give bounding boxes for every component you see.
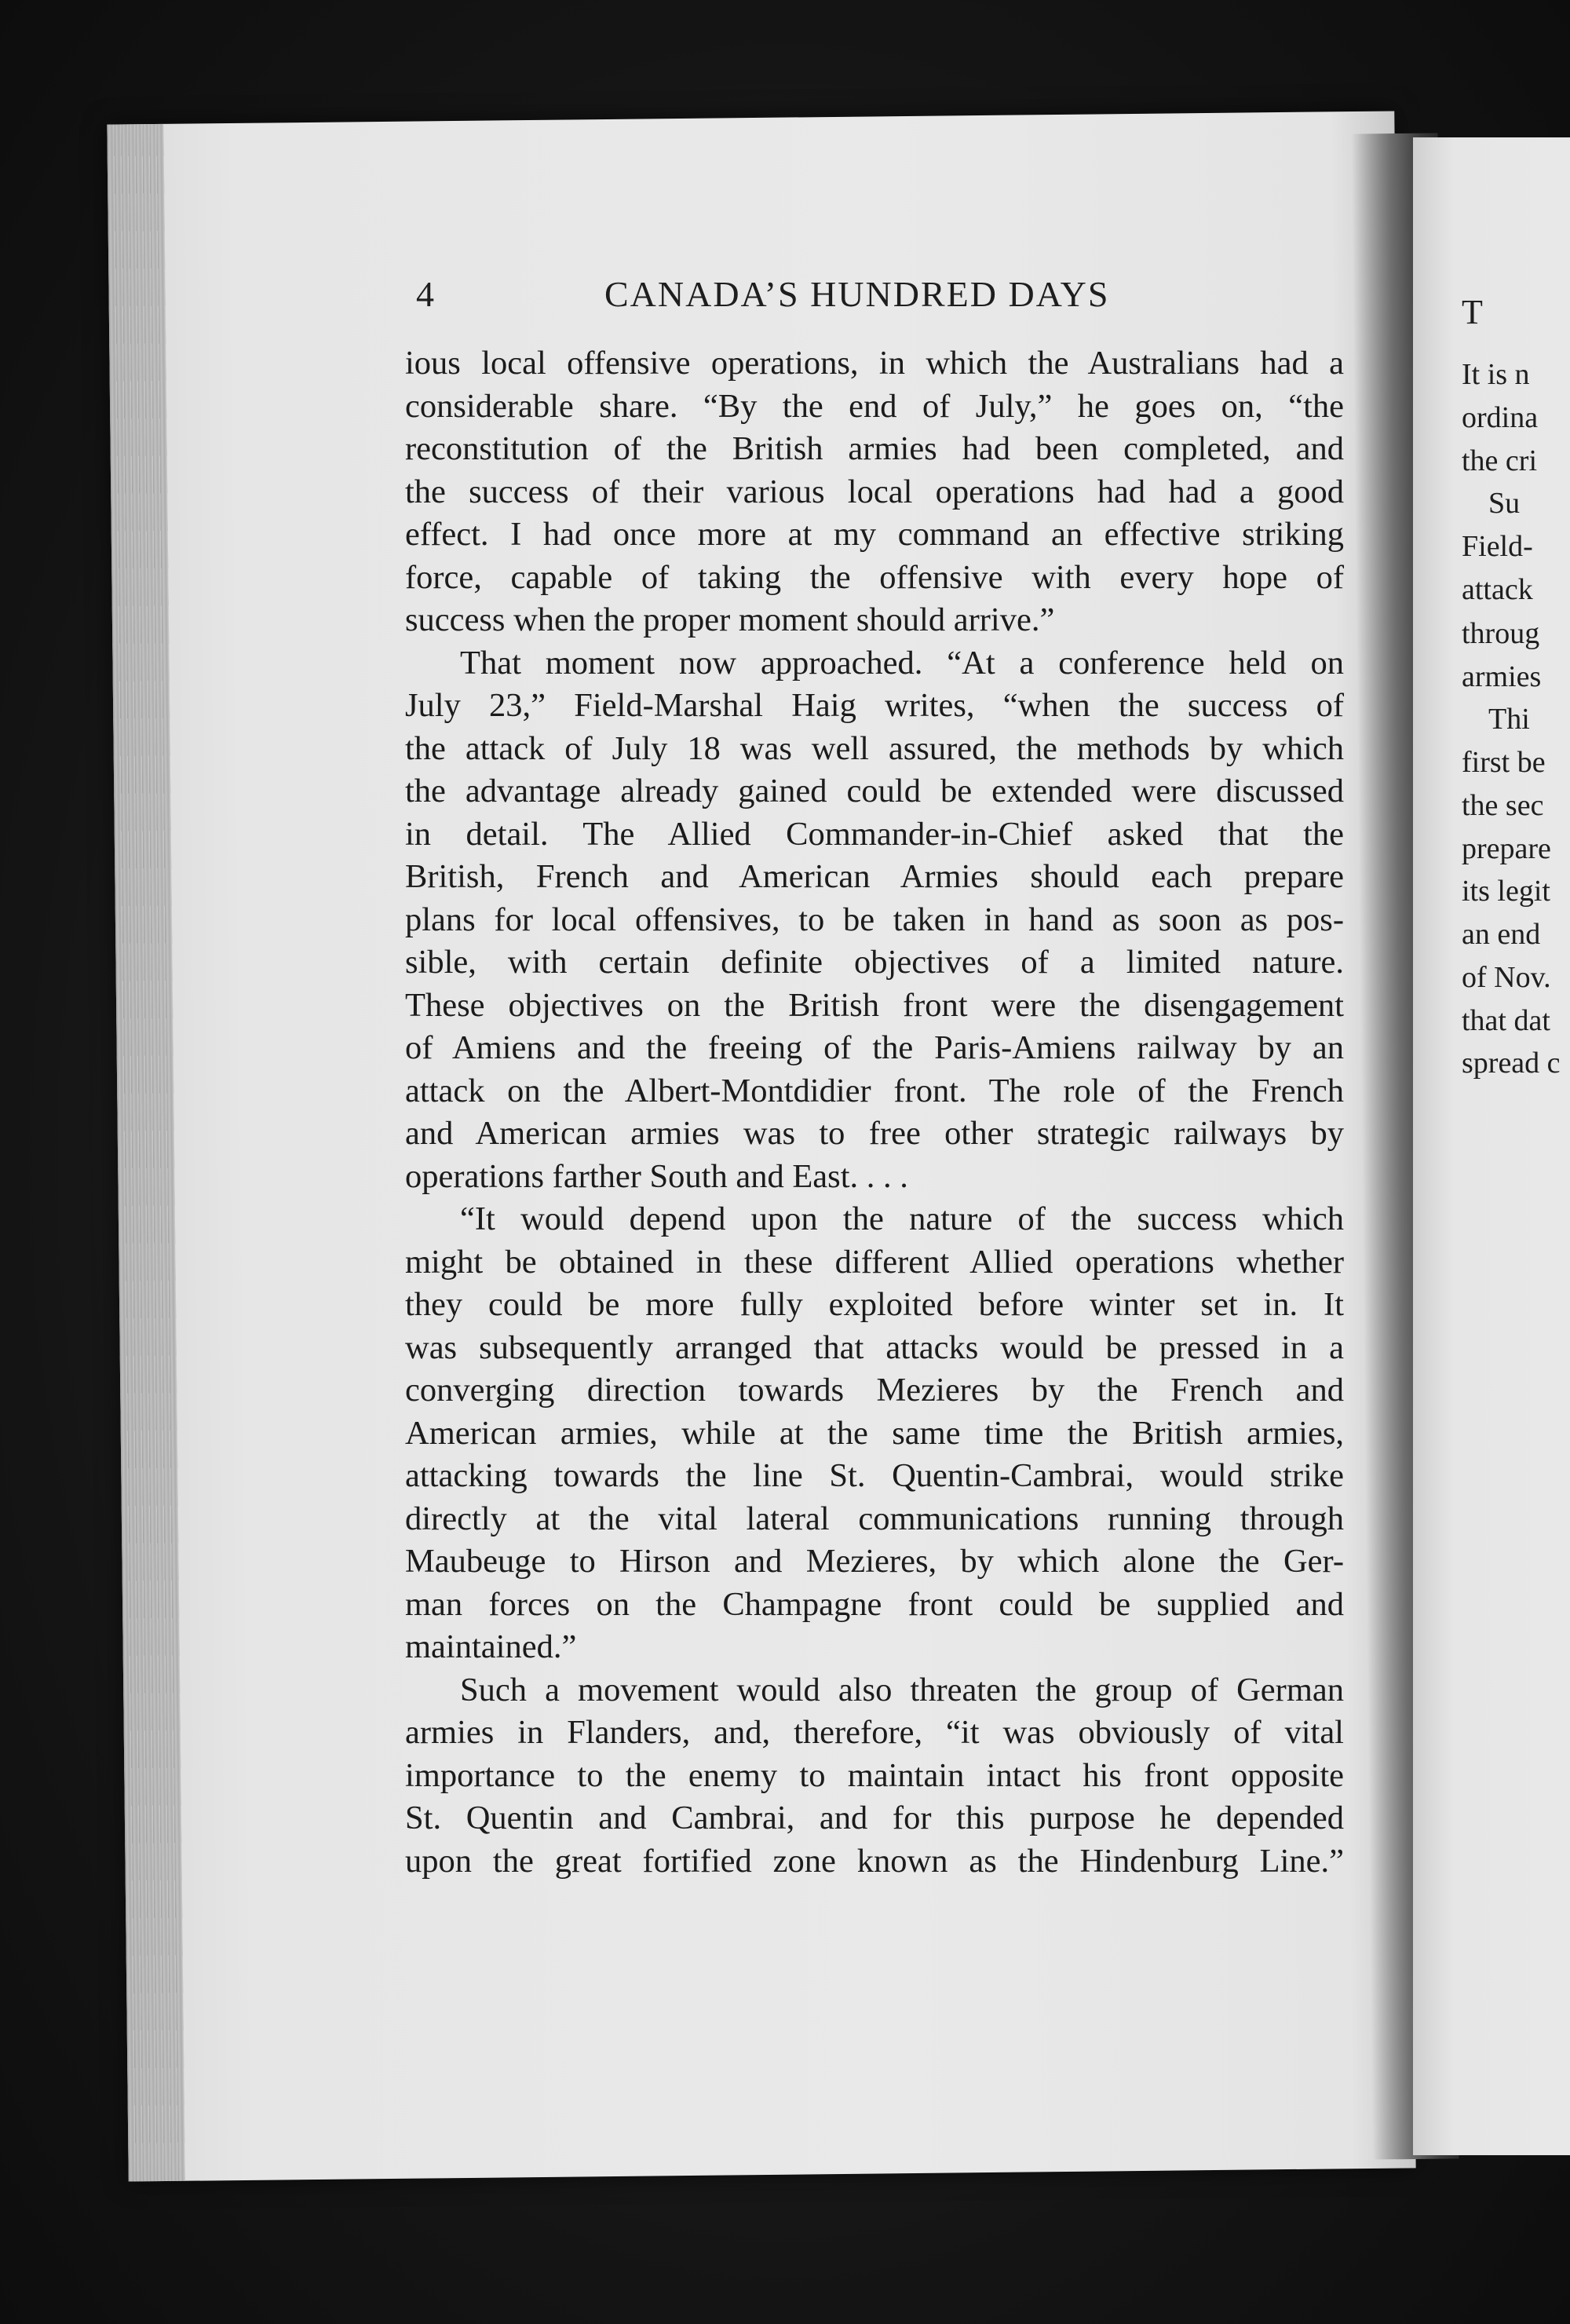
text-line: success when the proper moment should arrive.” [405,601,1055,638]
text-line: might be obtained in these different Allied operations whether [405,1243,1344,1281]
page-edges [107,124,184,2182]
text-line: July 23,” Field-Marshal Haig writes, “when the success of [405,687,1344,724]
text-line: Maubeuge to Hirson and Mezieres, by which alone the Ger- [405,1543,1344,1580]
right-page-line: ordina [1462,401,1539,434]
text-line: they could be more fully exploited before winter set in. It [405,1286,1344,1323]
text-line: Such a movement would also threaten the group of German [460,1671,1344,1708]
right-page-line: armies [1462,660,1542,693]
text-line: and American armies was to free other strategic railways by [405,1115,1344,1152]
text-line: man forces on the Champagne front could be supplied and [405,1585,1344,1623]
text-line: maintained.” [405,1628,577,1665]
text-line: American armies, while at the same time the British armies, [405,1414,1344,1452]
text-line: reconstitution of the British armies had been completed, and [405,430,1344,467]
body-text [405,342,1344,1883]
text-line: ious local offensive operations, in which the Australians had a [405,345,1344,382]
text-line: the advantage already gained could be extended were discussed [405,773,1344,809]
text-line: considerable share. “By the end of July,” he goes on, “the [405,387,1344,425]
text-line: force, capable of taking the offensive with every hope of [405,558,1344,596]
right-page-line: an end [1462,918,1541,951]
text-line: converging direction towards Mezieres by the French and [405,1372,1344,1409]
text-line: of Amiens and the freeing of the Paris-Amiens railway by an [405,1029,1344,1066]
right-page-line: Field- [1462,530,1533,563]
text-line: operations farther South and East. . . . [405,1157,908,1195]
text-line: These objectives on the British front were the disengagement [405,986,1344,1024]
text-line: St. Quentin and Cambrai, and for this purpose he depended [405,1800,1344,1836]
text-line: upon the great fortified zone known as the Hindenburg Line.” [405,1842,1344,1880]
text-line: directly at the vital lateral communications running through [405,1500,1344,1537]
right-page-line: the sec [1462,789,1544,822]
right-page-line: It is n [1462,358,1530,391]
text-line: British, French and American Armies should each prepare [405,858,1344,895]
right-page-line: Thi [1488,703,1530,736]
text-line: That moment now approached. “At a conference held on [460,644,1344,681]
text-line: attack on the Albert-Montdidier front. The role of the French [405,1072,1344,1109]
right-page-line: spread c [1462,1047,1561,1080]
text-line: sible, with certain definite objectives of a limited nature. [405,944,1344,981]
right-page-line: Su [1488,487,1521,520]
right-page-header-fragment: T [1462,293,1483,331]
text-line: plans for local offensives, to be taken in hand as soon as pos- [405,901,1344,938]
right-page-line: prepare [1462,832,1551,865]
text-line: importance to the enemy to maintain intact his front opposite [405,1756,1344,1794]
running-title: CANADA’S HUNDRED DAYS [604,274,1110,314]
right-page-line: its legit [1462,875,1550,908]
text-line: the success of their various local operations had had a good [405,473,1344,510]
right-page [1413,137,1570,2155]
right-page-line: first be [1462,746,1546,779]
text-line: was subsequently arranged that attacks would be pressed in a [405,1328,1344,1366]
page-header [416,273,1358,328]
right-page-line: throug [1462,617,1540,650]
right-page-line: that dat [1462,1004,1550,1037]
text-line: armies in Flanders, and, therefore, “it was obviously of vital [405,1714,1344,1751]
text-line: in detail. The Allied Commander-in-Chief asked that the [405,815,1344,853]
text-line: “It would depend upon the nature of the success which [460,1200,1344,1237]
text-line: effect. I had once more at my command an effective striking [405,516,1344,553]
right-page-line: attack [1462,573,1533,606]
page-number: 4 [416,274,434,314]
right-page-line: the cri [1462,444,1538,477]
text-line: the attack of July 18 was well assured, the methods by which [405,729,1344,767]
text-line: attacking towards the line St. Quentin-Cambrai, would strike [405,1457,1344,1494]
right-page-line: of Nov. [1462,961,1551,994]
